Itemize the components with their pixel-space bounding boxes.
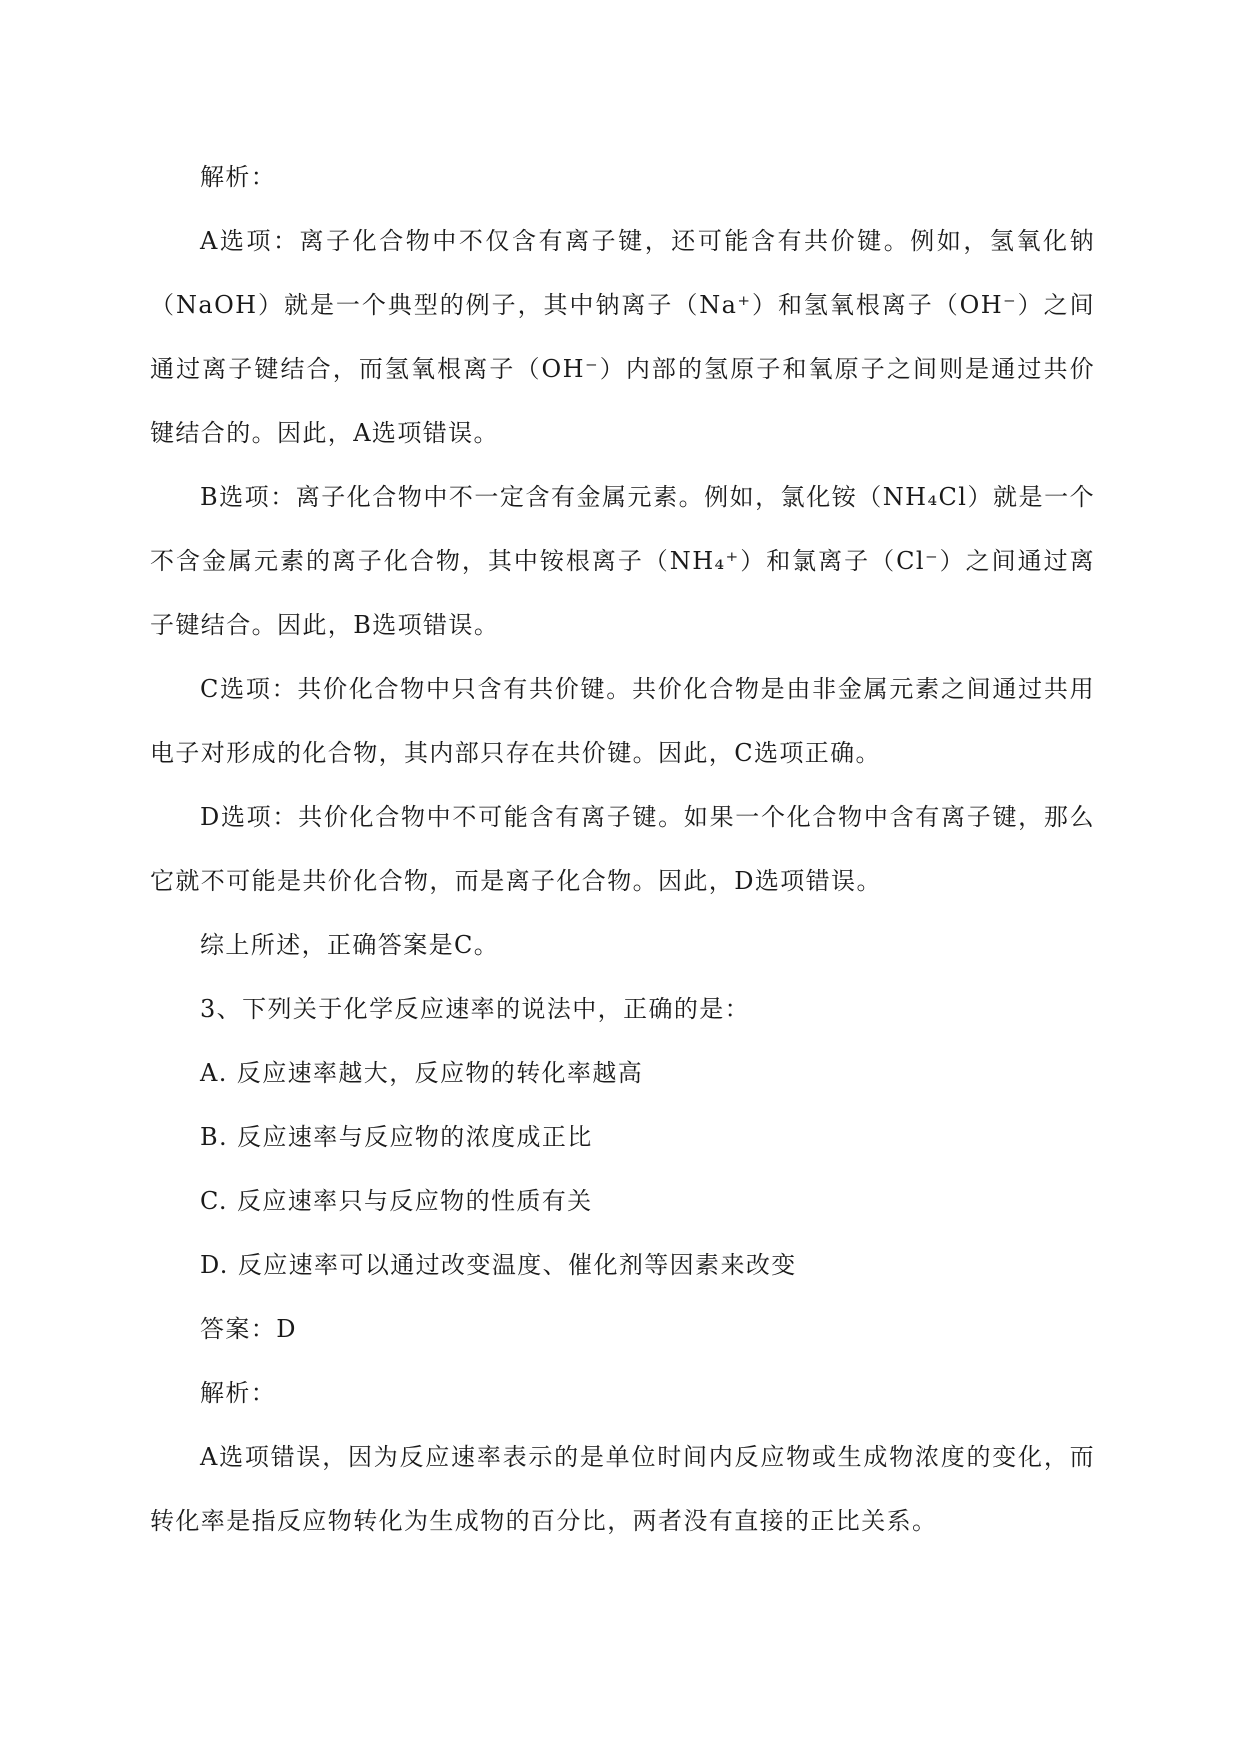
option-b-analysis: B选项：离子化合物中不一定含有金属元素。例如，氯化铵（NH₄Cl）就是一个不含金属元素的离子化合物，其中铵根离子（NH₄⁺）和氯离子（Cl⁻）之间通过离子键结合。因此，B选项错误。 — [150, 483, 1095, 639]
analysis-heading: 解析： — [200, 163, 277, 191]
option-d-analysis: D选项：共价化合物中不可能含有离子键。如果一个化合物中含有离子键，那么它就不可能是共价化合物，而是离子化合物。因此，D选项错误。 — [150, 803, 1095, 895]
option-a-analysis: A选项：离子化合物中不仅含有离子键，还可能含有共价键。例如，氢氧化钠（NaOH）就是一个典型的例子，其中钠离子（Na⁺）和氢氧根离子（OH⁻）之间通过离子键结合，而氢氧根离子（OH⁻）内部的氢原子和氧原子之间则是通过共价键结合的。因此，A选项错误。 — [150, 227, 1095, 447]
summary-line: 综上所述，正确答案是C。 — [200, 931, 500, 959]
option-c-analysis: C选项：共价化合物中只含有共价键。共价化合物是由非金属元素之间通过共用电子对形成的化合物，其内部只存在共价键。因此，C选项正确。 — [150, 675, 1095, 767]
question-3: 3、下列关于化学反应速率的说法中，正确的是： — [200, 995, 751, 1023]
question-3-analysis-a: A选项错误，因为反应速率表示的是单位时间内反应物或生成物浓度的变化，而转化率是指反应物转化为生成物的百分比，两者没有直接的正比关系。 — [150, 1443, 1095, 1535]
document-page — [150, 145, 1095, 1553]
question-3-option-a: A. 反应速率越大，反应物的转化率越高 — [200, 1059, 644, 1087]
question-3-option-b: B. 反应速率与反应物的浓度成正比 — [200, 1123, 593, 1151]
question-3-option-d: D. 反应速率可以通过改变温度、催化剂等因素来改变 — [200, 1251, 797, 1279]
analysis-heading-2: 解析： — [200, 1379, 277, 1407]
answer-line: 答案：D — [200, 1315, 297, 1343]
question-3-option-c: C. 反应速率只与反应物的性质有关 — [200, 1187, 593, 1215]
